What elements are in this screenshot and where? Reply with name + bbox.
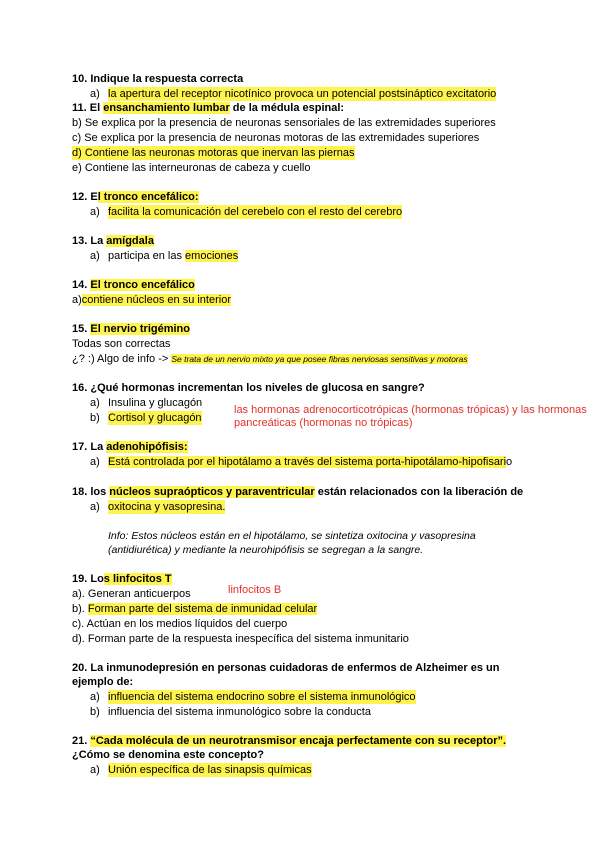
q16-option-b-label: b) (90, 412, 100, 424)
q16-note-line1: las hormonas adrenocorticotrópicas (hormonas trópicas) y las hormonas (234, 404, 587, 416)
q21-title-line1 (72, 734, 506, 748)
q14-option-a-highlight: contiene núcleos en su interior (81, 294, 231, 306)
q14-title (72, 278, 195, 292)
q17-title-pre: 17. La (72, 441, 107, 453)
q12-option-a-label: a) (90, 206, 100, 218)
q11-option-c: c) Se explica por la presencia de neuronas motoras de las extremidades superiores (72, 132, 480, 144)
q15-line2-label: ¿? :) Algo de info -> (72, 353, 172, 365)
q18-title (72, 485, 523, 499)
q19-option-b-pre: b). (72, 603, 88, 615)
q18-option-a-text: oxitocina y vasopresina. (108, 501, 226, 513)
q11-option-b: b) Se explica por la presencia de neuronas sensoriales de las extremidades superiores (72, 117, 496, 129)
q13-option-a-highlight: emociones (185, 250, 239, 262)
q15-info: Se trata de un nervio mixto ya que posee fibras nerviosas sensitivas y motoras (171, 354, 468, 364)
q13-title (72, 234, 154, 248)
q17-title-highlight: adenohipófisis: (106, 441, 188, 453)
q21-option-a-label: a) (90, 764, 100, 776)
q19-title (72, 572, 172, 586)
q17-title (72, 440, 188, 454)
q12-title-pre: 12. E (72, 191, 98, 203)
q20-option-a-text: influencia del sistema endocrino sobre el sistema inmunológico (108, 691, 416, 703)
q10-option-a-text: la apertura del receptor nicotínico provoca un potencial postsináptico excitatorio (108, 88, 497, 100)
q18-info-line2: (antidiurética) y mediante la neurohipófisis se segregan a la sangre. (108, 544, 424, 556)
q19-option-d: d). Forman parte de la respuesta inespecífica del sistema inmunitario (72, 633, 409, 645)
q11-title-post: de la médula espinal: (229, 102, 345, 114)
q17-option-a-label: a) (90, 456, 100, 468)
q16-note-line2: pancreáticas (hormonas no trópicas) (234, 417, 413, 429)
q13-title-pre: 13. La (72, 235, 107, 247)
q15-title (72, 322, 190, 336)
q14-option-a (72, 293, 231, 307)
q15-line1: Todas son correctas (72, 338, 171, 350)
q19-option-a: a). Generan anticuerpos (72, 588, 191, 600)
q11-title-highlight: ensanchamiento lumbar (103, 102, 230, 114)
q20-option-b-text: influencia del sistema inmunológico sobre la conducta (108, 706, 371, 718)
q15-title-highlight: El nervio trigémino (90, 323, 190, 335)
q14-title-pre: 14. (72, 279, 91, 291)
q18-title-post: están relacionados con la liberación de (314, 486, 524, 498)
q16-title: 16. ¿Qué hormonas incrementan los niveles de glucosa en sangre? (72, 382, 425, 394)
q18-option-a-label: a) (90, 501, 100, 513)
q10-title: 10. Indique la respuesta correcta (72, 73, 244, 85)
q15-line2 (72, 352, 468, 366)
q11-title (72, 101, 344, 115)
q20-option-a-label: a) (90, 691, 100, 703)
q20-title-line2: ejemplo de: (72, 676, 134, 688)
q11-option-e: e) Contiene las interneuronas de cabeza y cuello (72, 162, 311, 174)
q21-option-a-text: Unión específica de las sinapsis químicas (108, 764, 312, 776)
q12-title (72, 190, 199, 204)
q19-option-a-note: linfocitos B (228, 584, 282, 596)
q19-title-pre: 19. Lo (72, 573, 104, 585)
q19-option-b-highlight: Forman parte del sistema de inmunidad celular (87, 603, 318, 615)
q16-option-a-text: Insulina y glucagón (108, 397, 203, 409)
q13-title-highlight: amígdala (106, 235, 154, 247)
q16-option-b-text: Cortisol y glucagón (108, 412, 202, 424)
q17-option-a (108, 455, 512, 469)
q13-option-a-label: a) (90, 250, 100, 262)
q15-title-pre: 15. (72, 323, 91, 335)
q13-option-a-pre: participa en las (108, 250, 186, 262)
q21-title-line2: ¿Cómo se denomina este concepto? (72, 749, 264, 761)
q18-info-line1: Info: Estos núcleos están en el hipotálamo, se sintetiza oxitocina y vasopresina (108, 530, 476, 542)
q18-title-highlight: núcleos supraópticos y paraventricular (109, 486, 315, 498)
q20-option-b-label: b) (90, 706, 100, 718)
q12-option-a-text: facilita la comunicación del cerebelo con el resto del cerebro (108, 206, 403, 218)
q11-option-d: d) Contiene las neuronas motoras que inervan las piernas (72, 147, 355, 159)
q17-option-a-post: o (506, 456, 513, 468)
q21-title-highlight: “Cada molécula de un neurotransmisor encaja perfectamente con su receptor”. (90, 735, 507, 747)
q19-option-c: c). Actúan en los medios líquidos del cuerpo (72, 618, 288, 630)
q16-option-a-label: a) (90, 397, 100, 409)
q20-title-line1: 20. La inmunodepresión en personas cuidadoras de enfermos de Alzheimer es un (72, 662, 500, 674)
q12-title-highlight: l tronco encefálico: (97, 191, 199, 203)
q14-title-highlight: El tronco encefálico (90, 279, 195, 291)
q13-option-a (108, 249, 238, 263)
q11-title-pre: 11. El (72, 102, 104, 114)
q18-title-pre: 18. los (72, 486, 110, 498)
q19-option-b (72, 602, 317, 616)
q21-title-pre: 21. (72, 735, 91, 747)
q10-option-a-label: a) (90, 88, 100, 100)
q14-option-a-pre: a) (72, 294, 82, 306)
q19-title-highlight: s linfocitos T (103, 573, 172, 585)
q17-option-a-highlight: Está controlada por el hipotálamo a través del sistema porta-hipotálamo-hipofisari (108, 456, 507, 468)
